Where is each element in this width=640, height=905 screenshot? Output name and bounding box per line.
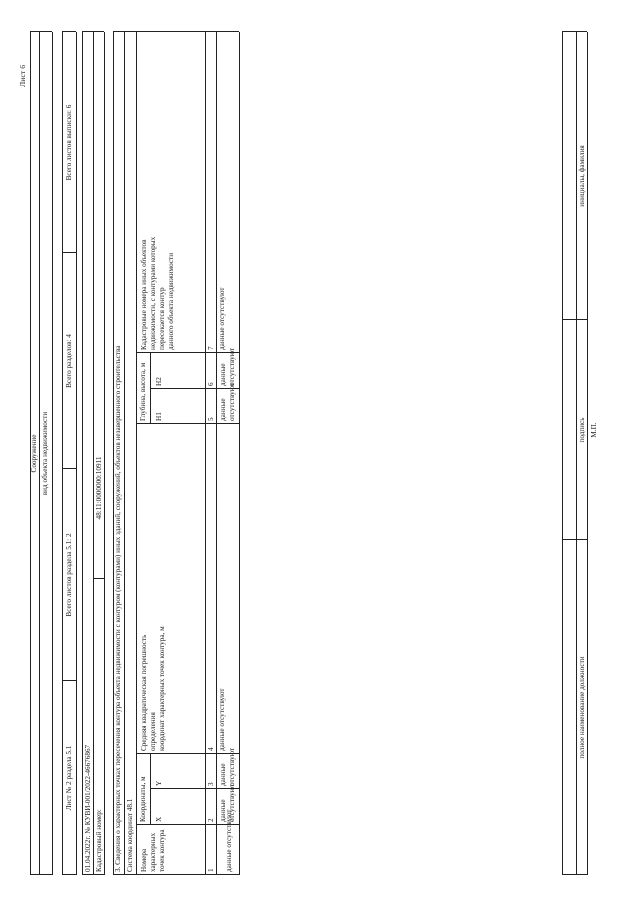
col-number-2: 2 <box>207 818 215 822</box>
counts-row-bottom <box>76 32 77 875</box>
cadastral-number-label: Кадастровый номер: <box>95 809 103 872</box>
col-header-x: X <box>155 816 163 822</box>
object-type: Сооружение <box>30 434 38 473</box>
col-header-depth-height: Глубина, высота, м <box>139 362 147 421</box>
section-sheets-total: Всего листов раздела 5.1: 2 <box>65 533 73 617</box>
date-row-bottom <box>93 32 94 875</box>
sheet-number: Лист № 2 раздела 5.1 <box>65 745 73 811</box>
object-type-underline <box>39 32 40 875</box>
cell-h1: данные отсутствуют <box>219 382 236 421</box>
col-header-cadastral: Кадастровые номера иных объектов недвижимости, с контурами которых пересекается контур данного объекта недвижимости <box>140 236 175 350</box>
sheet-label: Лист 6 <box>18 64 27 87</box>
col-header-h1: H1 <box>155 412 163 421</box>
section-frame-bottom <box>239 32 240 875</box>
section-title: 3. Сведения о характерных точках пересечения контура объекта недвижимости с контуром (контурами) иных зданий, сооружений, объектов незавершенного строительства <box>114 345 122 872</box>
col-number-1: 1 <box>207 868 215 872</box>
section-title-underline <box>124 32 125 875</box>
sections-total: Всего разделов: 4 <box>65 334 73 388</box>
object-type-caption: вид объекта недвижимости <box>41 411 49 496</box>
cadastral-row-bottom <box>104 32 105 875</box>
counts-row-top <box>62 32 63 875</box>
cell-error: данные отсутствуют <box>218 688 226 751</box>
cadastral-number-value: 48:11:0000000:10911 <box>95 456 103 520</box>
col-header-error: Средняя квадратическая погрешность определения координат характерных точек контура, м <box>140 626 166 751</box>
col-number-5: 5 <box>207 417 215 421</box>
coordinate-system: Система координат 48.1 <box>126 798 134 872</box>
col-number-7: 7 <box>207 346 215 350</box>
col-header-coordinates: Координаты, м <box>139 776 147 822</box>
col-header-h2: H2 <box>155 377 163 386</box>
coord-system-underline <box>136 32 137 875</box>
footer-frame-top <box>562 32 563 875</box>
section-frame-left <box>113 874 239 875</box>
cell-cadastral: данные отсутствуют <box>218 287 226 350</box>
footer-stamp-caption: М.П. <box>590 422 598 438</box>
table-numbering-bottom <box>216 32 217 875</box>
date-row-right <box>82 31 104 32</box>
footer-frame-mid <box>576 32 577 875</box>
footer-name-caption: инициалы, фамилия <box>578 145 586 207</box>
cell-x: данные отсутствуют <box>219 783 236 822</box>
col-divider-4 <box>136 423 239 424</box>
date-and-number: 01.04.2022г. № КУВИ-001/2022-46676867 <box>84 744 92 872</box>
cell-h2: данные отсутствуют <box>219 347 236 386</box>
col-number-6: 6 <box>207 382 215 386</box>
col-number-4: 4 <box>207 747 215 751</box>
cell-point: данные отсутствуют <box>225 809 233 872</box>
footer-frame-bottom <box>587 32 588 875</box>
footer-position-caption: полное наименование должности <box>578 656 586 759</box>
extract-sheets-total: Всего листов выписки: 6 <box>65 104 73 181</box>
col-number-3: 3 <box>207 782 215 786</box>
header-frame-bottom <box>52 32 53 875</box>
section-frame-right <box>113 31 239 32</box>
col-header-point-numbers: Номера характерных точек контура <box>140 829 166 872</box>
table-header-bottom <box>205 32 206 875</box>
coords-subheader-line <box>150 754 151 825</box>
date-row-left <box>82 874 104 875</box>
cell-y: данные отсутствуют <box>219 747 236 786</box>
footer-signature-caption: подпись <box>578 417 586 443</box>
date-row-top <box>82 32 83 875</box>
col-header-y: Y <box>155 780 163 786</box>
col-divider-1 <box>136 824 239 825</box>
